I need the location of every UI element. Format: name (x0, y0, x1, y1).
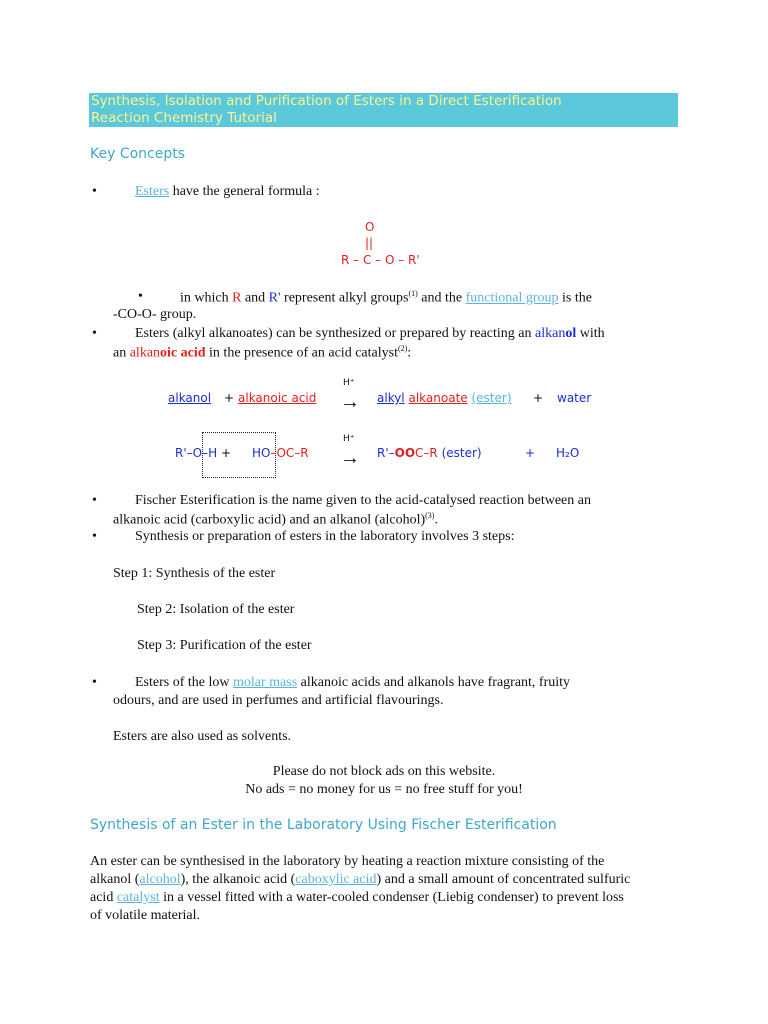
reaction2-product: R'–OOC–R (ester) (377, 446, 482, 460)
catalyst-label: H⁺ (343, 378, 355, 388)
esters-link[interactable]: Esters (135, 184, 170, 199)
bullet-marker: • (92, 326, 97, 341)
key-concepts-heading: Key Concepts (90, 146, 186, 162)
alcohol-link[interactable]: alcohol (139, 872, 181, 887)
formula-double-bond: || (365, 236, 374, 250)
page-title: Synthesis, Isolation and Purification of Esters in a Direct Esterification Reaction Chemistry Tutorial (91, 93, 562, 126)
sub-bullet-marker: • (138, 289, 143, 304)
molar-mass-link[interactable]: molar mass (232, 675, 298, 690)
bullet-synthesis-line2: an alkanoic acid in the presence of an acid catalyst$^{(2)}$: (113, 344, 412, 361)
bullet-marker: • (92, 529, 97, 544)
bullet-fischer-line2: alkanoic acid (carboxylic acid) and an alkanol (alcohol)$^{(3)}$. (113, 511, 438, 528)
bullet-molar-mass: Esters of the low molar mass alkanoic acids and alkanols have fragrant, fruity (135, 675, 571, 690)
reaction-product: alkyl alkanoate (ester) (377, 391, 512, 405)
bullet-steps: Synthesis or preparation of esters in the laboratory involves 3 steps: (135, 529, 515, 544)
reaction-alkanoic-acid: alkanoic acid (238, 391, 317, 405)
ads-notice-line2: No ads = no money for us = no free stuff for you! (245, 782, 523, 797)
formula-line: R – C – O – R' (341, 253, 420, 267)
reaction-arrow: → (340, 391, 360, 413)
sub-bullet-line2: -CO-O- group. (113, 307, 197, 322)
bullet-marker: • (92, 184, 97, 199)
title-banner (89, 93, 678, 127)
catalyst-link[interactable]: catalyst (116, 890, 160, 905)
paragraph-line2: alkanol (alcohol), the alkanoic acid (caboxylic acid) and a small amount of concentrated sulfuric (90, 872, 631, 887)
reaction2-arrow: → (340, 447, 360, 469)
bullet-marker: • (92, 675, 97, 690)
bullet-molar-mass-line2: odours, and are used in perfumes and artificial flavourings. (113, 693, 444, 708)
reaction-alkanol: alkanol (168, 391, 212, 405)
step-1: Step 1: Synthesis of the ester (113, 566, 276, 581)
bullet-synthesis-line1: Esters (alkyl alkanoates) can be synthesized or prepared by reacting an alkanol with (135, 326, 605, 341)
step-2: Step 2: Isolation of the ester (137, 602, 295, 617)
reaction2-reactants: R'–O–H + (175, 446, 232, 460)
bullet-esters: Esters have the general formula : (135, 184, 320, 199)
catalyst-label: H⁺ (343, 434, 355, 444)
carboxylic-acid-link[interactable]: caboxylic acid (295, 872, 377, 887)
bullet-fischer-line1: Fischer Esterification is the name given to the acid-catalysed reaction between an (135, 493, 591, 508)
formula-oxygen: O (365, 220, 375, 234)
reaction2-acid: HO–OC–R (252, 446, 309, 460)
ads-notice-line1: Please do not block ads on this website. (272, 764, 496, 779)
step-3: Step 3: Purification of the ester (137, 638, 312, 653)
paragraph-line3: acid catalyst in a vessel fitted with a water-cooled condenser (Liebig condenser) to prevent loss (90, 890, 624, 905)
section-heading: Synthesis of an Ester in the Laboratory Using Fischer Esterification (90, 817, 557, 833)
functional-group-link[interactable]: functional group (465, 290, 559, 306)
reaction-water: water (557, 391, 592, 405)
bullet-marker: • (92, 493, 97, 508)
paragraph-line1: An ester can be synthesised in the laboratory by heating a reaction mixture consisting of the (90, 854, 605, 869)
solvents-text: Esters are also used as solvents. (113, 729, 292, 744)
paragraph-line4: of volatile material. (90, 908, 201, 923)
reaction2-water: H₂O (556, 446, 580, 460)
sub-bullet-text: in which R and R' represent alkyl groups$^{(1)}$ and the functional group is the (180, 289, 592, 306)
